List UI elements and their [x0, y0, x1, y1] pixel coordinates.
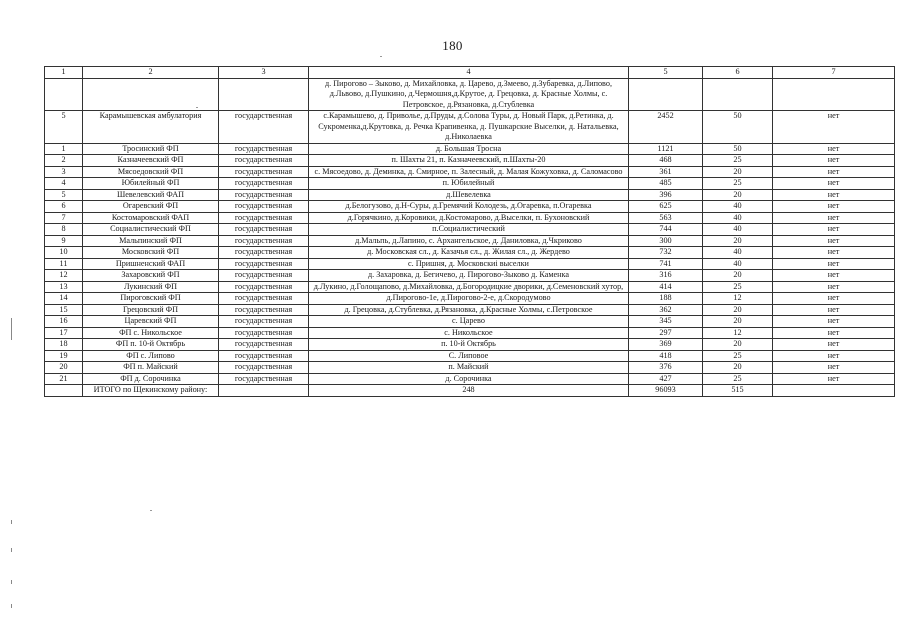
ownership-type-cell: государственная	[219, 155, 309, 167]
status-cell: нет	[773, 155, 895, 167]
table-row	[45, 270, 895, 282]
row-number-cell: 10	[45, 247, 83, 259]
table-row	[45, 166, 895, 178]
staff-capacity-cell: 40	[703, 212, 773, 224]
status-cell: нет	[773, 270, 895, 282]
column-number-row	[45, 67, 895, 79]
facility-name-cell: Казначеевский ФП	[83, 155, 219, 167]
ownership-type-cell: государственная	[219, 339, 309, 351]
staff-capacity-cell: 20	[703, 270, 773, 282]
column-number: 1	[45, 67, 83, 79]
ownership-type-cell: государственная	[219, 235, 309, 247]
staff-capacity-cell: 25	[703, 350, 773, 362]
status-cell: нет	[773, 178, 895, 190]
staff-capacity-cell: 40	[703, 247, 773, 259]
staff-capacity-cell: 12	[703, 327, 773, 339]
served-settlements-cell: д.Белогузово, д.Н-Суры, д.Гремячий Колодезь, д.Огаревка, п.Огаревка	[309, 201, 629, 213]
status-cell: нет	[773, 339, 895, 351]
ownership-type-cell: государственная	[219, 316, 309, 328]
population-cell: 316	[629, 270, 703, 282]
row-number-cell: 3	[45, 166, 83, 178]
facility-name-cell: Захаровский ФП	[83, 270, 219, 282]
facility-name-cell: Пироговский ФП	[83, 293, 219, 305]
table-row	[45, 258, 895, 270]
population-cell: 188	[629, 293, 703, 305]
scan-margin-mark	[11, 520, 12, 524]
table-row	[45, 362, 895, 374]
facility-name-cell: Огаревский ФП	[83, 201, 219, 213]
ownership-type-cell: государственная	[219, 247, 309, 259]
row-number-cell: 2	[45, 155, 83, 167]
facilities-table	[44, 66, 895, 397]
population-cell: 732	[629, 247, 703, 259]
facility-name-cell: Мясоедовский ФП	[83, 166, 219, 178]
staff-capacity-cell: 20	[703, 316, 773, 328]
population-cell: 96093	[629, 385, 703, 397]
served-settlements-cell: д.Лукино, д.Голощапово, д.Михайловка, д.Богородицкие дворики, д.Семеновский хутор,	[309, 281, 629, 293]
scan-margin-mark	[11, 318, 12, 340]
ownership-type-cell: государственная	[219, 166, 309, 178]
table-row	[45, 247, 895, 259]
table-row	[45, 281, 895, 293]
row-number-cell: 14	[45, 293, 83, 305]
population-cell: 2452	[629, 111, 703, 144]
facility-name-cell: ФП с. Никольское	[83, 327, 219, 339]
ownership-type-cell	[219, 385, 309, 397]
population-cell: 414	[629, 281, 703, 293]
ownership-type-cell: государственная	[219, 304, 309, 316]
served-settlements-cell: д.Мальпь, д.Лапино, с. Архангельское, д. Даниловка, д.Чкриково	[309, 235, 629, 247]
staff-capacity-cell: 20	[703, 362, 773, 374]
population-cell: 376	[629, 362, 703, 374]
column-number: 4	[309, 67, 629, 79]
served-settlements-cell: 248	[309, 385, 629, 397]
row-number-cell: 8	[45, 224, 83, 236]
ownership-type-cell: государственная	[219, 293, 309, 305]
ownership-type-cell: государственная	[219, 270, 309, 282]
status-cell: нет	[773, 281, 895, 293]
served-settlements-cell: д. Грецовка, д.Стублевка, д.Рязановка, д.Красные Холмы, с.Петровское	[309, 304, 629, 316]
staff-capacity-cell: 40	[703, 201, 773, 213]
ownership-type-cell: государственная	[219, 281, 309, 293]
population-cell: 361	[629, 166, 703, 178]
ownership-type-cell: государственная	[219, 178, 309, 190]
population-cell: 741	[629, 258, 703, 270]
table-row	[45, 178, 895, 190]
ownership-type-cell: государственная	[219, 327, 309, 339]
row-number-cell	[45, 385, 83, 397]
table-row	[45, 235, 895, 247]
table-row	[45, 78, 895, 111]
served-settlements-cell: д.Пирогово-1е, д.Пирогово-2-е, д.Скородумово	[309, 293, 629, 305]
status-cell: нет	[773, 143, 895, 155]
row-number-cell: 20	[45, 362, 83, 374]
status-cell: нет	[773, 247, 895, 259]
table-row	[45, 350, 895, 362]
facility-name-cell: Лукинский ФП	[83, 281, 219, 293]
ownership-type-cell: государственная	[219, 111, 309, 144]
staff-capacity-cell: 20	[703, 166, 773, 178]
table-row	[45, 316, 895, 328]
served-settlements-cell: д.Горячкино, д.Коровики, д.Костомарово, д.Выселки, п. Бухоновский	[309, 212, 629, 224]
table-row	[45, 339, 895, 351]
staff-capacity-cell: 20	[703, 304, 773, 316]
facility-name-cell: ФП с. Липово	[83, 350, 219, 362]
population-cell: 468	[629, 155, 703, 167]
facility-name-cell: Юбилейный ФП	[83, 178, 219, 190]
served-settlements-cell: п.Социалистический	[309, 224, 629, 236]
scan-dot	[380, 56, 382, 57]
ownership-type-cell: государственная	[219, 373, 309, 385]
table-row	[45, 224, 895, 236]
population-cell: 744	[629, 224, 703, 236]
facility-name-cell: Царевский ФП	[83, 316, 219, 328]
ownership-type-cell: государственная	[219, 362, 309, 374]
scan-dot	[150, 510, 152, 511]
total-row	[45, 385, 895, 397]
row-number-cell: 6	[45, 201, 83, 213]
status-cell: нет	[773, 201, 895, 213]
staff-capacity-cell: 25	[703, 155, 773, 167]
status-cell: нет	[773, 327, 895, 339]
staff-capacity-cell: 25	[703, 373, 773, 385]
served-settlements-cell: С. Липовое	[309, 350, 629, 362]
ownership-type-cell: государственная	[219, 201, 309, 213]
table-body	[45, 67, 895, 397]
staff-capacity-cell: 40	[703, 224, 773, 236]
staff-capacity-cell: 12	[703, 293, 773, 305]
scan-margin-mark	[11, 604, 12, 608]
table-row	[45, 155, 895, 167]
column-number: 2	[83, 67, 219, 79]
status-cell: нет	[773, 373, 895, 385]
population-cell: 345	[629, 316, 703, 328]
served-settlements-cell: с.Карамышево, д. Приволье, д.Пруды, д.Солова Туры, д. Новый Парк, д.Ретинка, д. Сукроменка,д.Крутовка, д. Речка Крапивенка, д. Пушкарские Выселки, д. Натальевка, д.Николаевка	[309, 111, 629, 144]
row-number-cell: 12	[45, 270, 83, 282]
ownership-type-cell: государственная	[219, 258, 309, 270]
table-row	[45, 201, 895, 213]
table-row	[45, 327, 895, 339]
population-cell: 563	[629, 212, 703, 224]
staff-capacity-cell: 20	[703, 189, 773, 201]
population-cell: 369	[629, 339, 703, 351]
status-cell	[773, 385, 895, 397]
scan-dot	[196, 107, 198, 108]
population-cell	[629, 78, 703, 111]
ownership-type-cell: государственная	[219, 224, 309, 236]
scan-margin-mark	[11, 580, 12, 584]
staff-capacity-cell: 20	[703, 339, 773, 351]
staff-capacity-cell: 515	[703, 385, 773, 397]
staff-capacity-cell: 25	[703, 281, 773, 293]
population-cell: 418	[629, 350, 703, 362]
staff-capacity-cell: 50	[703, 143, 773, 155]
table-row	[45, 293, 895, 305]
facility-name-cell: Мальпинский ФП	[83, 235, 219, 247]
row-number-cell: 7	[45, 212, 83, 224]
served-settlements-cell: д. Сорочинка	[309, 373, 629, 385]
served-settlements-cell: с. Мясоедово, д. Деминка, д. Смирное, п. Залесный, д. Малая Кожуховка, д. Саломасово	[309, 166, 629, 178]
row-number-cell: 17	[45, 327, 83, 339]
table-row	[45, 111, 895, 144]
ownership-type-cell: государственная	[219, 143, 309, 155]
status-cell: нет	[773, 189, 895, 201]
status-cell: нет	[773, 258, 895, 270]
row-number-cell: 15	[45, 304, 83, 316]
staff-capacity-cell: 50	[703, 111, 773, 144]
population-cell: 300	[629, 235, 703, 247]
table-row	[45, 143, 895, 155]
status-cell: нет	[773, 350, 895, 362]
status-cell: нет	[773, 224, 895, 236]
status-cell: нет	[773, 293, 895, 305]
row-number-cell	[45, 78, 83, 111]
facility-name-cell: Карамышевская амбулатория	[83, 111, 219, 144]
served-settlements-cell: д.Шевелевка	[309, 189, 629, 201]
row-number-cell: 5	[45, 111, 83, 144]
ownership-type-cell: государственная	[219, 189, 309, 201]
facility-name-cell: ФП д. Сорочинка	[83, 373, 219, 385]
population-cell: 427	[629, 373, 703, 385]
status-cell: нет	[773, 235, 895, 247]
page-number: 180	[442, 38, 463, 53]
status-cell: нет	[773, 166, 895, 178]
facility-name-cell: Костомаровский ФАП	[83, 212, 219, 224]
population-cell: 396	[629, 189, 703, 201]
served-settlements-cell: д. Пирогово – Зыково, д. Михайловка, д. Царево, д.Змеево, д.Зубаревка, д.Липово, д.Львово, д.Пушкино, д.Чермошня,д.Крутое, д. Грецовка, д. Красные Холмы, с. Петровское, д.Рязановка, д.Стублевка	[309, 78, 629, 111]
served-settlements-cell: п. Майский	[309, 362, 629, 374]
facility-name-cell: ФП п. 10-й Октябрь	[83, 339, 219, 351]
ownership-type-cell	[219, 78, 309, 111]
status-cell: нет	[773, 304, 895, 316]
status-cell: нет	[773, 212, 895, 224]
scan-margin-mark	[11, 548, 12, 552]
row-number-cell: 18	[45, 339, 83, 351]
row-number-cell: 13	[45, 281, 83, 293]
population-cell: 1121	[629, 143, 703, 155]
status-cell: нет	[773, 111, 895, 144]
row-number-cell: 19	[45, 350, 83, 362]
staff-capacity-cell: 40	[703, 258, 773, 270]
row-number-cell: 11	[45, 258, 83, 270]
staff-capacity-cell: 25	[703, 178, 773, 190]
row-number-cell: 4	[45, 178, 83, 190]
served-settlements-cell: с. Пришня, д. Московскиі выселки	[309, 258, 629, 270]
status-cell: нет	[773, 316, 895, 328]
table-row	[45, 212, 895, 224]
served-settlements-cell: д. Большая Тросна	[309, 143, 629, 155]
served-settlements-cell: с. Царево	[309, 316, 629, 328]
served-settlements-cell: д. Захаровка, д. Бегичево, д. Пирогово-Зыково д. Каменка	[309, 270, 629, 282]
staff-capacity-cell	[703, 78, 773, 111]
facility-name-cell: Шевелевский ФАП	[83, 189, 219, 201]
row-number-cell: 21	[45, 373, 83, 385]
column-number: 6	[703, 67, 773, 79]
population-cell: 362	[629, 304, 703, 316]
table-row	[45, 373, 895, 385]
ownership-type-cell: государственная	[219, 350, 309, 362]
facility-name-cell: Пришненский ФАП	[83, 258, 219, 270]
population-cell: 625	[629, 201, 703, 213]
table-row	[45, 304, 895, 316]
served-settlements-cell: п. Шахты 21, п. Казначеевский, п.Шахты-20	[309, 155, 629, 167]
facility-name-cell	[83, 78, 219, 111]
column-number: 7	[773, 67, 895, 79]
row-number-cell: 5	[45, 189, 83, 201]
population-cell: 485	[629, 178, 703, 190]
staff-capacity-cell: 20	[703, 235, 773, 247]
facility-name-cell: Тросинский ФП	[83, 143, 219, 155]
row-number-cell: 9	[45, 235, 83, 247]
served-settlements-cell: д. Московская сл., д. Казачья сл., д. Жилая сл., д. Жердево	[309, 247, 629, 259]
facility-name-cell: Московский ФП	[83, 247, 219, 259]
column-number: 5	[629, 67, 703, 79]
column-number: 3	[219, 67, 309, 79]
facility-name-cell: Грецовский ФП	[83, 304, 219, 316]
facility-name-cell: ИТОГО по Щекинскому району:	[83, 385, 219, 397]
served-settlements-cell: п. Юбилейный	[309, 178, 629, 190]
facility-name-cell: Социалистический ФП	[83, 224, 219, 236]
row-number-cell: 1	[45, 143, 83, 155]
row-number-cell: 16	[45, 316, 83, 328]
ownership-type-cell: государственная	[219, 212, 309, 224]
status-cell: нет	[773, 362, 895, 374]
population-cell: 297	[629, 327, 703, 339]
status-cell	[773, 78, 895, 111]
table-row	[45, 189, 895, 201]
served-settlements-cell: п. 10-й Октябрь	[309, 339, 629, 351]
served-settlements-cell: с. Никольское	[309, 327, 629, 339]
facility-name-cell: ФП п. Майский	[83, 362, 219, 374]
